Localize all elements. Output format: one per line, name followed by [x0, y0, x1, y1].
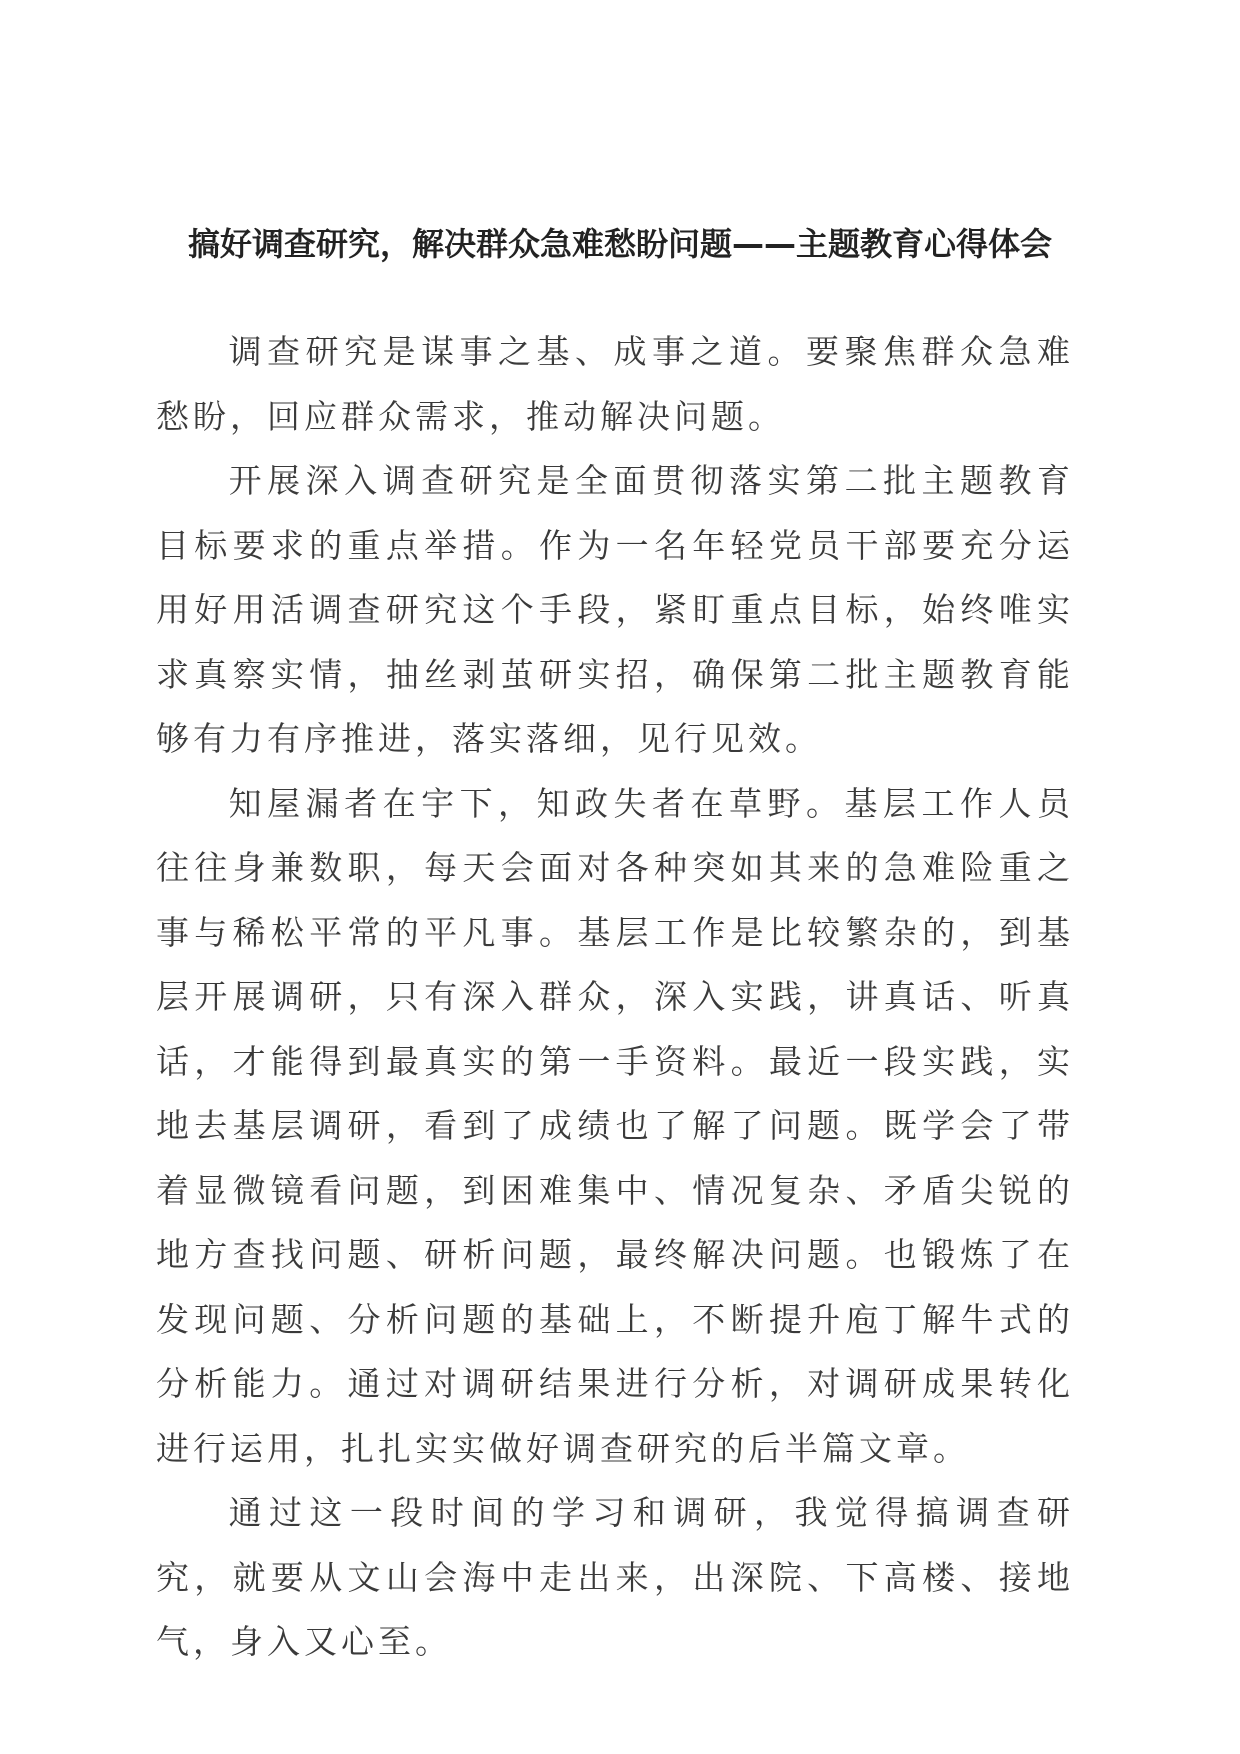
- paragraph-4: 通过这一段时间的学习和调研，我觉得搞调查研究，就要从文山会海中走出来，出深院、下高楼、接地气，身入又心至。: [156, 1493, 1074, 1661]
- paragraph-2: 开展深入调查研究是全面贯彻落实第二批主题教育目标要求的重点举措。作为一名年轻党员干部要充分运用好用活调查研究这个手段，紧盯重点目标，始终唯实求真察实情，抽丝剥茧研实招，确保第二批主题教育能够有力有序推进，落实落细，见行见效。: [156, 461, 1074, 758]
- paragraph-1: 调查研究是谋事之基、成事之道。要聚焦群众急难愁盼，回应群众需求，推动解决问题。: [156, 332, 1074, 436]
- document-title: 搞好调查研究，解决群众急难愁盼问题——主题教育心得体会: [187, 225, 1052, 263]
- document-body: [156, 320, 1074, 1675]
- paragraph-3: 知屋漏者在宇下，知政失者在草野。基层工作人员往往身兼数职，每天会面对各种突如其来的急难险重之事与稀松平常的平凡事。基层工作是比较繁杂的，到基层开展调研，只有深入群众，深入实践，讲真话、听真话，才能得到最真实的第一手资料。最近一段实践，实地去基层调研，看到了成绩也了解了问题。既学会了带着显微镜看问题，到困难集中、情况复杂、矛盾尖锐的地方查找问题、研析问题，最终解决问题。也锻炼了在发现问题、分析问题的基础上，不断提升庖丁解牛式的分析能力。通过对调研结果进行分析，对调研成果转化进行运用，扎扎实实做好调查研究的后半篇文章。: [156, 783, 1074, 1468]
